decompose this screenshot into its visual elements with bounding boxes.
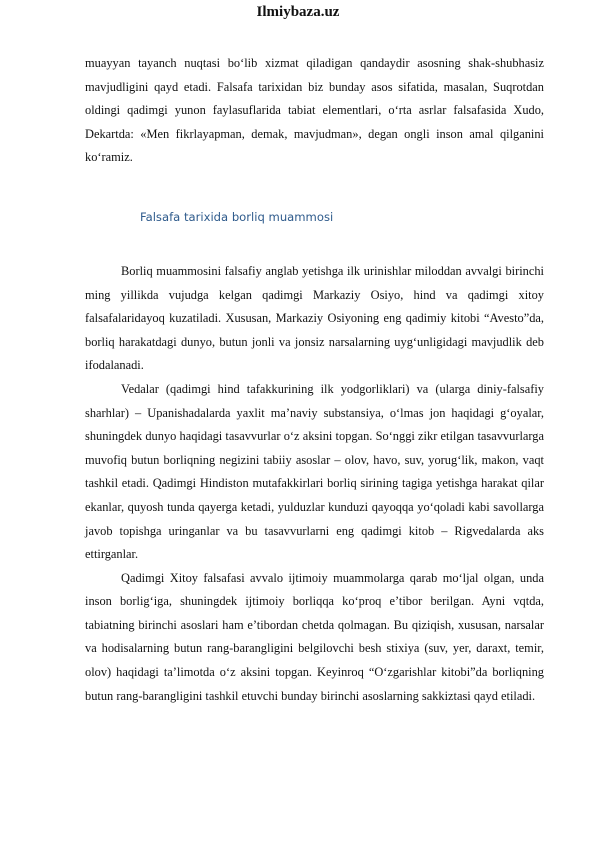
intro-paragraph: muayyan tayanch nuqtasi bo‘lib xizmat qiladigan qandaydir asosning shak-shubhasiz mavjudligini qayd etadi. Falsafa tarixidan biz bunday asos sifatida, masalan, Suqrotdan oldingi qadimgi yunon faylasuflarida tabiat elementlari, o‘rta asrlar falsafasida Xudo, Dekartda: «Men fikrlayapman, demak, mavjudman», degan ongli inson amal qilganini ko‘ramiz. [85,56,544,165]
section-heading: Falsafa tarixida borliq muammosi [140,209,334,224]
paragraph-xitoy: Qadimgi Xitoy falsafasi avvalo ijtimoiy muammolarga qarab mo‘ljal olgan, unda inson borlig‘iga, shuningdek ijtimoiy borliqqa ko‘proq e’tibor berilgan. Ayni vqtda, tabiatning birinchi asoslari ham e’tibordan chetda qolmagan. Bu qiziqish, xususan, narsalar va hodisalarning butun rang-barangligini belgilovchi besh stixiya (suv, yer, daraxt, temir, olov) haqidagi ta’limotda o‘z aksini topgan. Keyinroq “O‘zgarishlar kitobi”da borliqning butun rang-barangligini tashkil etuvchi bunday birinchi asoslarning sakkiztasi qayd etiladi. [85,570,544,703]
document-body [85,52,544,708]
paragraph-avesto: Borliq muammosini falsafiy anglab yetishga ilk urinishlar miloddan avvalgi birinchi ming yillikda vujudga kelgan qadimgi Markaziy Osiyo, hind va qadimgi xitoy falsafalaridayoq kuzatiladi. Xususan, Markaziy Osiyoning eng qadimiy kitobi “Avesto”da, borliq harakatdagi dunyo, butun jonli va jonsiz narsalarning uyg‘unligidagi mavjudlik deb ifodalanadi. [85,263,544,373]
site-title: Ilmiybaza.uz [256,4,340,20]
paragraph-vedalar: Vedalar (qadimgi hind tafakkurining ilk yodgorliklari) va (ularga diniy-falsafiy sharhlar) – Upanishadalarda yaxlit ma’naviy substansiya, o‘lmas jon haqidagi g‘oyalar, shuningdek dunyo haqidagi tasavvurlar o‘z aksini topgan. So‘nggi zikr etilgan tasavvurlarga muvofiq butun borliqning negizini tabiiy asoslar – olov, havo, suv, yorug‘lik, makon, vaqt tashkil etadi. Qadimgi Hindiston mutafakkirlari borliq sirining tagiga yetishga harakat qilar ekanlar, quyosh tunda qayerga ketadi, yulduzlar kunduzi qayoqqa yo‘qoladi kabi savollarga javob topishga uringanlar va bu tasavvurlarni eng qadimgi kitob – Rigvedalarda aks ettirganlar. [85,381,544,562]
